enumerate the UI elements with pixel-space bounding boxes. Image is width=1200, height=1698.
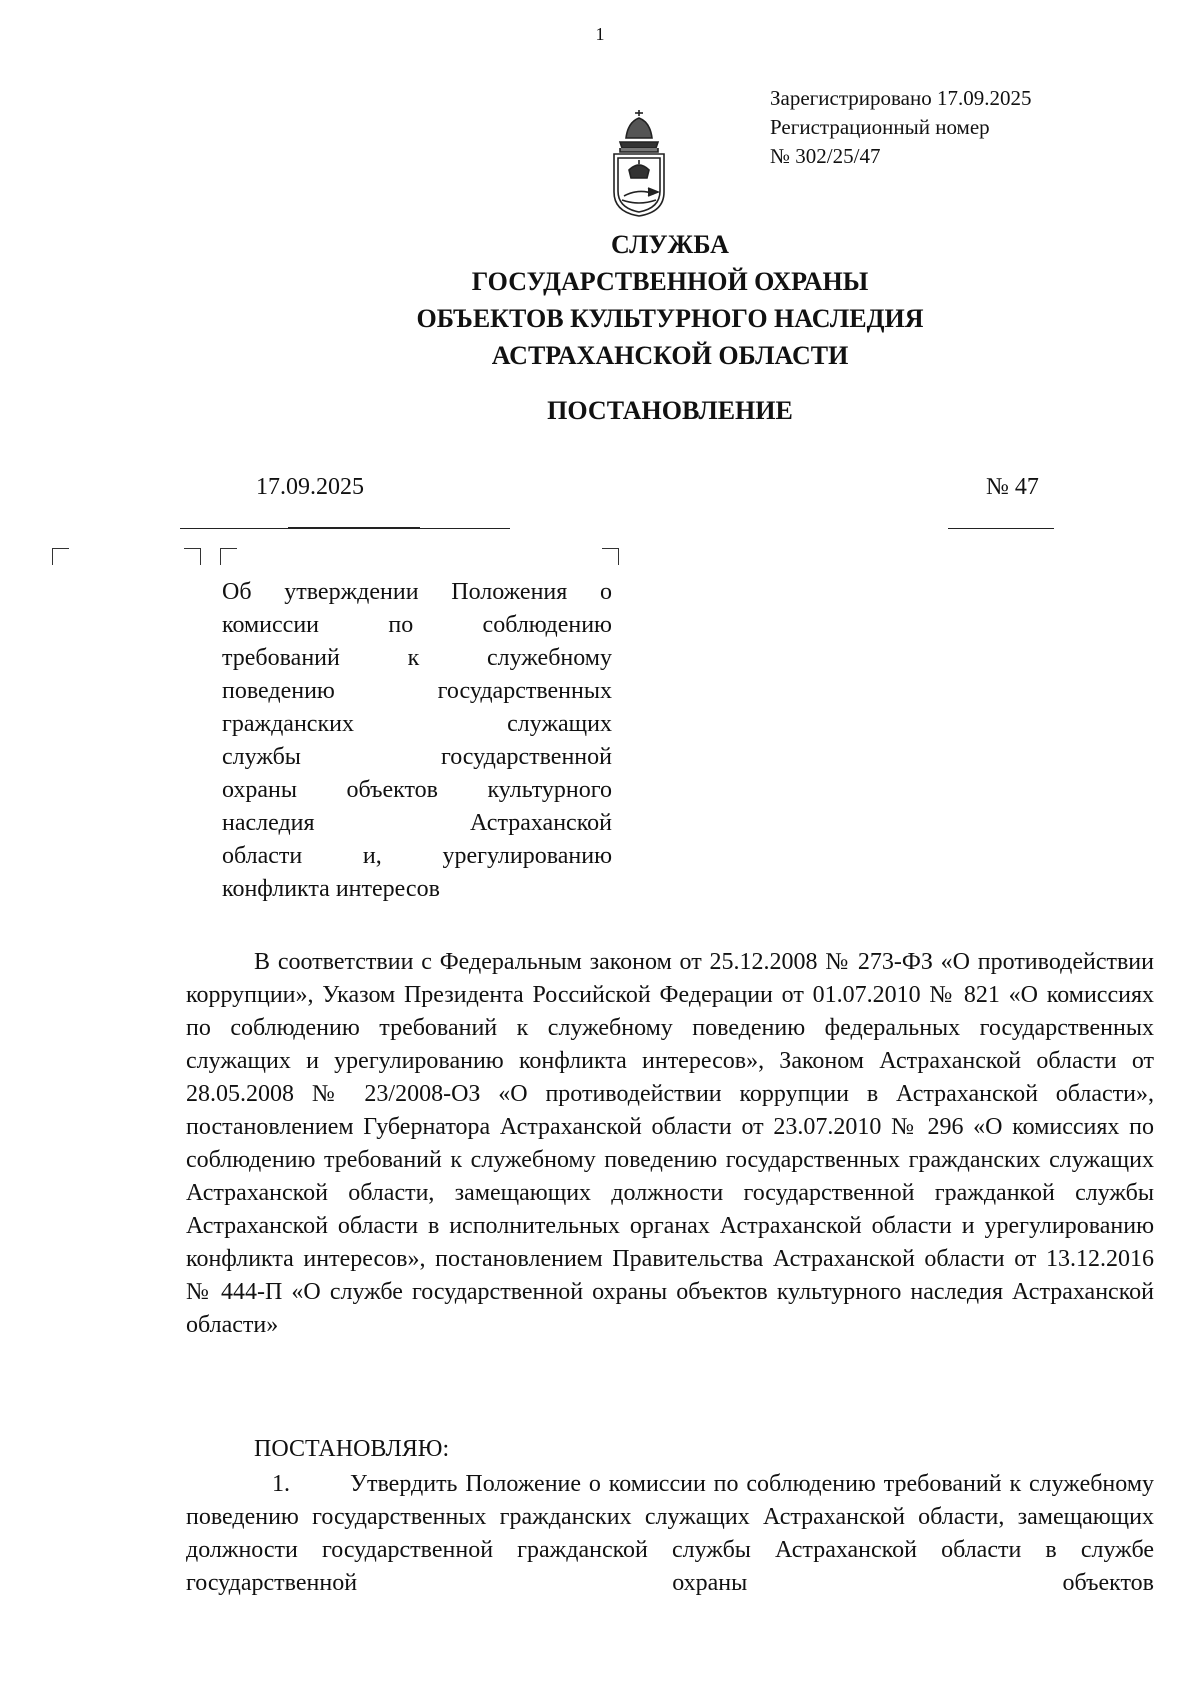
org-line-1: СЛУЖБА — [611, 230, 729, 259]
corner-mark — [220, 548, 237, 565]
subject-line: службы государственной — [222, 744, 612, 770]
organization-name — [0, 226, 1200, 374]
subject-line: комиссии по соблюдению — [222, 612, 612, 638]
subject-line: поведению государственных — [222, 678, 612, 704]
subject-line: области и, урегулированию — [222, 843, 612, 869]
item-1 — [186, 1468, 1154, 1600]
item-number: 1. — [272, 1471, 290, 1497]
document-subject — [222, 576, 612, 906]
registration-label: Регистрационный номер — [770, 115, 990, 139]
number-underline — [948, 528, 1054, 529]
date-underline-accent — [288, 527, 420, 529]
document-type: ПОСТАНОВЛЕНИЕ — [547, 396, 793, 425]
coat-of-arms-icon — [604, 108, 674, 218]
org-line-3: ОБЪЕКТОВ КУЛЬТУРНОГО НАСЛЕДИЯ — [416, 304, 924, 333]
org-line-4: АСТРАХАНСКОЙ ОБЛАСТИ — [491, 341, 849, 370]
corner-mark — [602, 548, 619, 565]
document-date: 17.09.2025 — [256, 474, 364, 500]
corner-mark — [184, 548, 201, 565]
subject-line: конфликта интересов — [222, 876, 440, 902]
decree-word: ПОСТАНОВЛЯЮ: — [254, 1436, 450, 1462]
subject-line: охраны объектов культурного — [222, 777, 612, 803]
registration-date: Зарегистрировано 17.09.2025 — [770, 86, 1032, 110]
subject-line: требований к служебному — [222, 645, 612, 671]
item-text: Утвердить Положение о комиссии по соблюдению требований к служебному поведению государственных гражданских служащих Астраханской области, замещающих должности государственной гражданской службы Астраханской области в службе государственной охраны объектов — [186, 1471, 1154, 1596]
document-number: № 47 — [986, 474, 1039, 500]
registration-stamp — [770, 84, 1031, 171]
subject-line: Об утверждении Положения о — [222, 579, 612, 605]
subject-line: гражданских служащих — [222, 711, 612, 737]
page-number: 1 — [595, 24, 605, 44]
subject-line: наследия Астраханской — [222, 810, 612, 836]
org-line-2: ГОСУДАРСТВЕННОЙ ОХРАНЫ — [471, 267, 869, 296]
corner-mark — [52, 548, 69, 565]
preamble-paragraph: В соответствии с Федеральным законом от 25.12.2008 № 273-ФЗ «О противодействии коррупции», Указом Президента Российской Федерации от 01.07.2010 № 821 «О комиссиях по соблюдению требований к служебному поведению федеральных государственных служащих и урегулированию конфликта интересов», Законом Астраханской области от 28.05.2008 № 23/2008-ОЗ «О противодействии коррупции в Астраханской области», постановлением Губернатора Астраханской области от 23.07.2010 № 296 «О комиссиях по соблюдению требований к служебному поведению государственных гражданских служащих Астраханской области, замещающих должности государственной гражданкой службы Астраханской области в исполнительных органах Астраханской области и урегулированию конфликта интересов», постановлением Правительства Астраханской области от 13.12.2016 № 444-П «О службе государственной охраны объектов культурного наследия Астраханской области» — [186, 949, 1154, 1338]
registration-number: № 302/25/47 — [770, 144, 881, 168]
